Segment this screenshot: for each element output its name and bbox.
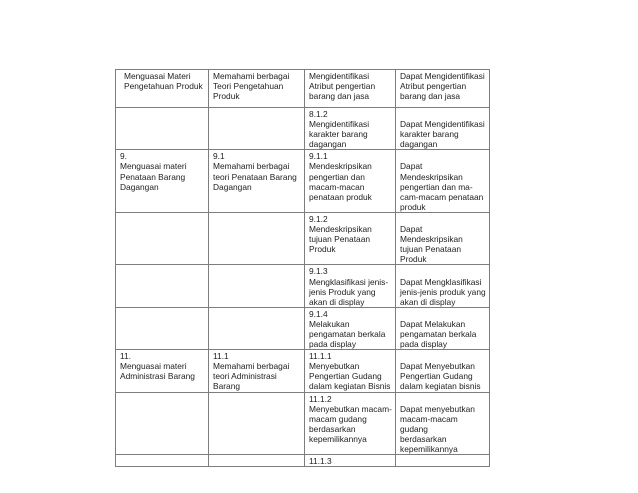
- table-cell: [396, 455, 490, 467]
- table-cell: [116, 455, 209, 467]
- table-row: [116, 265, 490, 307]
- table-cell: Dapat Mengklasifikasi jenis-jenis produk yang akan di display: [396, 265, 490, 307]
- table-cell: Dapat Mengidentifikasi Atribut pengertian barang dan jasa: [396, 70, 490, 108]
- table-cell: [209, 265, 305, 307]
- table-cell: Dapat menyebutkan macam-macam gudang berdasarkan kepemilikannya: [396, 392, 490, 455]
- table-cell: 11.1.1 Menyebutkan Pengertian Gudang dalam kegiatan Bisnis: [305, 350, 396, 392]
- table-cell: Dapat Melakukan pengamatan berkala pada display: [396, 307, 490, 349]
- table-cell: Dapat Mengidentifikasi karakter barang dagangan: [396, 108, 490, 150]
- table-row: [116, 212, 490, 264]
- table-cell: [116, 307, 209, 349]
- table-cell: 11.1.2 Menyebutkan macam- macam gudang berdasarkan kepemilikannya: [305, 392, 396, 455]
- table-cell: [209, 455, 305, 467]
- table-cell: 9.1.4 Melakukan pengamatan berkala pada display: [305, 307, 396, 349]
- table-cell: 9.1.2 Mendeskripsikan tujuan Penataan Produk: [305, 212, 396, 264]
- table-cell: 9.1 Memahami berbagai teori Penataan Barang Dagangan: [209, 150, 305, 213]
- table-cell: Dapat Menyebutkan Pengertian Gudang dalam kegiatan bisnis: [396, 350, 490, 392]
- table-row: [116, 455, 490, 467]
- table-cell: [116, 392, 209, 455]
- table-row: [116, 108, 490, 150]
- table-cell: 9.1.3 Mengklasifikasi jenis- jenis Produk yang akan di display: [305, 265, 396, 307]
- table-cell: 11. Menguasai materi Administrasi Barang: [116, 350, 209, 392]
- table-cell: Mengidentifikasi Atribut pengertian barang dan jasa: [305, 70, 396, 108]
- table-cell: Memahami berbagai Teori Pengetahuan Produk: [209, 70, 305, 108]
- table-cell: 11.1 Memahami berbagai teori Administrasi Barang: [209, 350, 305, 392]
- table-cell: [209, 392, 305, 455]
- table-cell: 9. Menguasai materi Penataan Barang Dagangan: [116, 150, 209, 213]
- table-cell: [209, 307, 305, 349]
- table-cell: [116, 108, 209, 150]
- table-cell: 9.1.1 Mendeskripsikan pengertian dan macam-macan penataan produk: [305, 150, 396, 213]
- table-cell: [209, 108, 305, 150]
- table-row: [116, 70, 490, 108]
- table-row: [116, 150, 490, 213]
- table-cell: 8.1.2 Mengidentifikasi karakter barang dagangan: [305, 108, 396, 150]
- table-row: [116, 350, 490, 392]
- table-cell: Menguasai Materi Pengetahuan Produk: [116, 70, 209, 108]
- table-cell: 11.1.3: [305, 455, 396, 467]
- table-cell: Dapat Mendeskripsikan tujuan Penataan Produk: [396, 212, 490, 264]
- table-row: [116, 392, 490, 455]
- table-row: [116, 307, 490, 349]
- table-cell: [116, 212, 209, 264]
- table-cell: Dapat Mendeskripsikan pengertian dan ma- cam-macam penataan produk: [396, 150, 490, 213]
- table-cell: [116, 265, 209, 307]
- table-cell: [209, 212, 305, 264]
- competency-table: [115, 69, 490, 467]
